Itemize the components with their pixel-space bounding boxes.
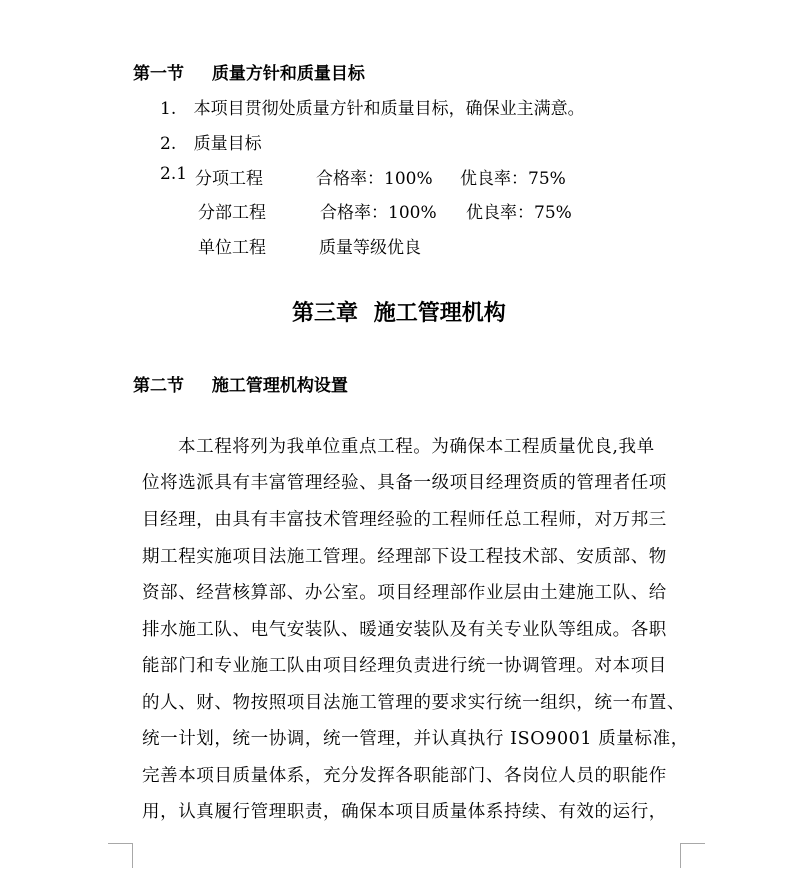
- row-pass-rate: 合格率：100%: [320, 203, 437, 223]
- list-text: 本项目贯彻处质量方针和质量目标，确保业主满意。: [193, 99, 585, 119]
- list-number: 1.: [160, 99, 177, 119]
- list-number: 2.1: [160, 164, 188, 184]
- row-quality-grade: 质量等级优良: [319, 238, 421, 258]
- row-excellent-rate: 优良率：75%: [466, 203, 572, 223]
- list-item-1: [160, 94, 585, 119]
- section-heading-organization: [133, 371, 348, 396]
- row-pass-rate: 合格率：100%: [316, 169, 433, 189]
- paragraph-line: 能部门和专业施工队由项目经理负责进行统一协调管理。对本项目: [142, 656, 667, 676]
- chapter-number: 第三章: [292, 301, 359, 326]
- paragraph-line: 的人、财、物按照项目法施工管理的要求实行统一组织，统一布置、: [142, 693, 685, 713]
- paragraph-line: 完善本项目质量体系，充分发挥各职能部门、各岗位人员的职能作: [142, 766, 667, 786]
- paragraph-line: 本工程将列为我单位重点工程。为确保本工程质量优良,我单: [178, 437, 655, 457]
- section-number: 第二节: [133, 376, 184, 396]
- section-heading-quality: [133, 59, 365, 84]
- crop-mark-bottom-left: [108, 843, 133, 868]
- paragraph-line: 期工程实施项目法施工管理。经理部下设工程技术部、安质部、物: [142, 547, 667, 567]
- row-excellent-rate: 优良率：75%: [460, 169, 566, 189]
- quality-row-fenxiang: [160, 164, 187, 184]
- section-number: 第一节: [133, 64, 184, 84]
- paragraph-line: 位将选派具有丰富管理经验、具备一级项目经理资质的管理者任项: [142, 473, 667, 493]
- list-item-2: [160, 129, 262, 154]
- section-title: 质量方针和质量目标: [211, 64, 365, 84]
- paragraph-line: 目经理，由具有丰富技术管理经验的工程师任总工程师，对万邦三: [142, 510, 667, 530]
- list-number: 2.: [160, 134, 177, 154]
- paragraph-line: 排水施工队、电气安装队、暖通安装队及有关专业队等组成。各职: [142, 620, 667, 640]
- crop-mark-bottom-right: [680, 843, 705, 868]
- row-name: 分项工程: [195, 169, 263, 189]
- row-name: 分部工程: [198, 203, 266, 223]
- chapter-heading: [292, 296, 506, 327]
- paragraph-line: 用，认真履行管理职责，确保本项目质量体系持续、有效的运行，: [142, 802, 667, 822]
- paragraph-line: 统一计划，统一协调，统一管理，并认真执行 ISO9001 质量标准，: [142, 729, 689, 749]
- list-text: 质量目标: [193, 134, 262, 154]
- section-title: 施工管理机构设置: [211, 376, 348, 396]
- paragraph-line: 资部、经营核算部、办公室。项目经理部作业层由土建施工队、给: [142, 583, 667, 603]
- row-name: 单位工程: [198, 238, 266, 258]
- chapter-title: 施工管理机构: [373, 301, 506, 326]
